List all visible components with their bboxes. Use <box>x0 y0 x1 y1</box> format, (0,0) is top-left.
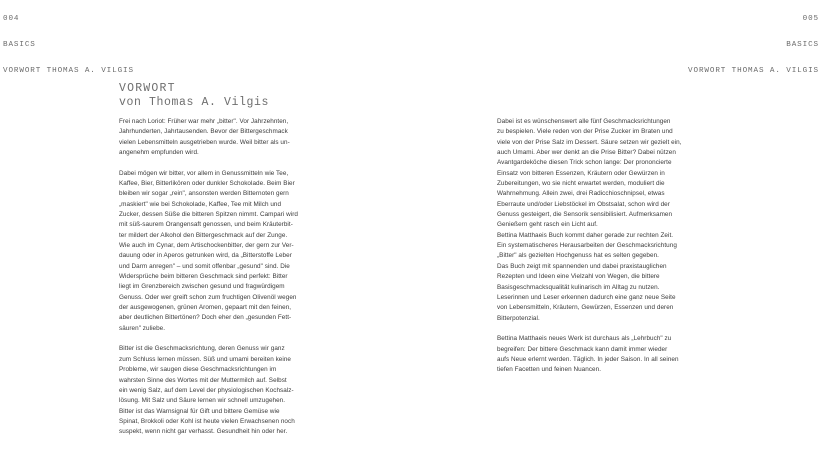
page-number-left: 004 <box>3 14 20 23</box>
paragraph: Frei nach Loriot: Früher war mehr „bitter". Vor Jahrzehnten, Jahrhunderten, Jahrtausenden. Bevor der Bittergeschmack vielen Lebensmitteln ausgetrieben wurde. Weil bitter als un- angenehm empfunden wird. <box>119 118 290 157</box>
chapter-label-left: VORWORT THOMAS A. VILGIS <box>3 67 134 76</box>
page-subtitle: von Thomas A. Vilgis <box>119 96 270 109</box>
paragraph: Dabei mögen wir bitter, vor allem in Genussmitteln wie Tee, Kaffee, Bier, Bitterlikören oder dunkler Schokolade. Beim Bier bleiben wir sogar „rein", ansonsten werden Bitternoten gern „maskiert" wie bei Schokolade, Kaffee, Tee mit Milch und Zucker, dessen Süße die bitteren Spitzen nimmt. Campari wird mit süß-saurem Orangensaft genossen, und beim Kräuterbit- ter mildert der Alkohol den Bittergeschmack auf der Zunge. Wie auch im Cynar, dem Artischockenbitter, der gern zur Ver- dauung oder in Aperos getrunken wird, da „Bitterstoffe Leber und Darm anregen" – und somit offenbar „gesund" sind. Die Widersprüche beim bitteren Geschmack sind perfekt: Bitter liegt im Grenzbereich zwischen gesund und fragwürdigem Genuss. Oder wer greift schon zum fruchtigen Olivenöl wegen der ausgewogenen, grünen Aromen, gepaart mit den feinen, aber deutlichen Bittertönen? Doch eher den „gesunden Fett- säuren" zuliebe. <box>119 169 298 332</box>
text-column-left <box>119 117 327 448</box>
section-label-left: BASICS <box>3 40 36 49</box>
paragraph: Bitter ist die Geschmacksrichtung, deren Genuss wir ganz zum Schluss lernen müssen. Süß und umami bereiten keine Probleme, wir saugen diese Geschmacksrichtungen im wahrsten Sinne des Wortes mit der Muttermilch auf. Selbst ein wenig Salz, auf dem Level der physiologischen Kochsalz- lösung. Mit Salz und Säure lernen wir schnell umzugehen. Bitter ist das Warnsignal für Gift und bittere Gemüse wie Spinat, Brokkoli oder Kohl ist heute vielen Erwachsenen noch suspekt, wenn nicht gar verhasst. Gesundheit hin oder her. <box>119 345 295 436</box>
page-title: VORWORT <box>119 82 176 95</box>
chapter-label-right: VORWORT THOMAS A. VILGIS <box>688 67 819 76</box>
section-label-right: BASICS <box>786 40 819 49</box>
text-column-right <box>497 117 705 386</box>
page-number-right: 005 <box>802 14 819 23</box>
paragraph: Dabei ist es wünschenswert alle fünf Geschmacksrichtungen zu bespielen. Viele reden von der Prise Zucker im Braten und viele von der Prise Salz im Dessert. Säure setzen wir gezielt ein, auch Umami. Aber wer denkt an die Prise Bitter? Dabei nützen Avantgardeköche diesen Trick schon lange: Der prononcierte Einsatz von bitteren Essenzen, Kräutern oder Gewürzen in Zubereitungen, wo sie nicht erwartet werden, moduliert die Wahrnehmung. Allein zwei, drei Radicchioschnipsel, etwas Eberraute und/oder Liebstöckel im Obstsalat, schon wird der Genuss gesteigert, die Sensorik sensibilisiert. Aufmerksamen Genießern geht rasch ein Licht auf. Bettina Matthaeis Buch kommt daher gerade zur rechten Zeit. Ein systematischeres Herausarbeiten der Geschmacksrichtung „Bitter" als gezielten Hochgenuss hat es selten gegeben. Das Buch zeigt mit spannenden und dabei praxistauglichen Rezepten und Ideen eine Vielzahl von Wegen, die bittere Basisgeschmacksqualität kulinarisch im Alltag zu nutzen. Leserinnen und Leser erkennen dadurch eine ganz neue Seite von Lebensmitteln, Kräutern, Gewürzen, Essenzen und deren Bitterpotenzial. <box>497 118 682 322</box>
running-header-left <box>3 0 134 85</box>
paragraph: Bettina Matthaeis neues Werk ist durchaus als „Lehrbuch" zu begreifen: Der bittere Geschmack kann damit immer wieder aufs Neue erlernt werden. Täglich. In jeder Saison. In all seinen tiefen Facetten und feinen Nuancen. <box>497 335 679 374</box>
running-header-right <box>688 0 819 85</box>
